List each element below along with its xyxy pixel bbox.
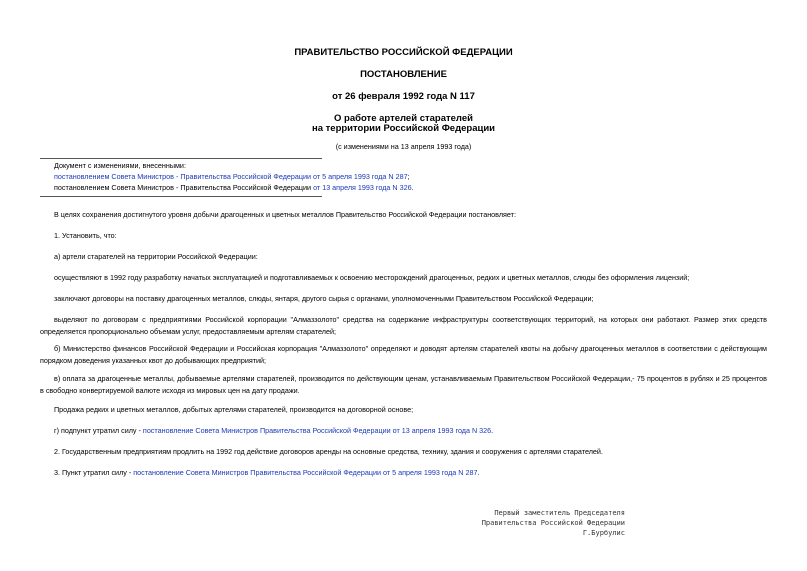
paragraph-1a-item-2: заключают договоры на поставку драгоценных металлов, слюды, янтаря, другого сырья с органами, уполномоченными Правительством Российской Федерации;	[54, 294, 594, 303]
change-ref-2-tail: .	[411, 183, 414, 192]
paragraph-1a-item-3: выделяют по договорам с предприятиями Российской корпорации "Алмаззолото" средства на содержание инфраструктуры соответствующих территорий, на которых они работают. Размер этих средств определяется пропорционально объемам услуг, предоставляемым артелям старателей;	[40, 315, 767, 336]
signature-line-2: Правительства Российской Федерации	[481, 519, 625, 527]
paragraph-1v: в) оплата за драгоценные металлы, добываемые артелями старателей, производится по действующим ценам, устанавливаемым Правительством Российской Федерации,- 75 процентов в рублях и 25 процентов в свободно конвертируемой валюте исходя из мировых цен на дату продажи.	[40, 374, 767, 395]
change-ref-1-tail: ;	[407, 172, 410, 181]
paragraph-1g	[40, 425, 767, 437]
change-link-2[interactable]: от 13 апреля 1993 года N 326	[313, 183, 412, 192]
paragraph-3-prefix: 3. Пункт утратил силу -	[54, 468, 134, 477]
paragraph-3-link[interactable]: постановление Совета Министров Правительства Российской Федерации от 5 апреля 1993 года N 287	[133, 468, 478, 477]
date-and-number: от 26 февраля 1992 года N 117	[332, 91, 475, 102]
divider-top	[40, 158, 322, 159]
change-ref-2-prefix: постановлением Совета Министров - Правительства Российской Федерации	[54, 183, 314, 192]
government-heading: ПРАВИТЕЛЬСТВО РОССИЙСКОЙ ФЕДЕРАЦИИ	[294, 47, 513, 58]
document-type: ПОСТАНОВЛЕНИЕ	[360, 69, 447, 80]
change-link-1[interactable]: постановлением Совета Министров - Правительства Российской Федерации от 5 апреля 1993 года N 287	[54, 172, 408, 181]
title-line-1: О работе артелей старателей	[334, 113, 473, 124]
paragraph-2: 2. Государственным предприятиям продлить на 1992 год действие договоров аренды на основные средства, технику, здания и сооружения с артелями старателей.	[54, 447, 603, 456]
amendment-note: (с изменениями на 13 апреля 1993 года)	[335, 142, 472, 151]
divider-bottom	[40, 196, 322, 197]
paragraph-3	[40, 467, 767, 479]
signature-line-1: Первый заместитель Председателя	[494, 509, 625, 517]
paragraph-1g-tail: .	[491, 426, 494, 435]
signature-line-3: Г.Бурбулис	[582, 529, 625, 537]
paragraph-1g-prefix: г) подпункт утратил силу -	[54, 426, 143, 435]
paragraph-1g-link[interactable]: постановление Совета Министров Правительства Российской Федерации от 13 апреля 1993 года N 326	[142, 426, 492, 435]
paragraph-1a: а) артели старателей на территории Российской Федерации:	[54, 252, 258, 261]
paragraph-sale: Продажа редких и цветных металлов, добытых артелями старателей, производится на договорной основе;	[54, 405, 414, 414]
paragraph-3-tail: .	[477, 468, 480, 477]
paragraph-1b: б) Министерство финансов Российской Федерации и Российская корпорация "Алмаззолото" определяют и доводят артелям старателей квоты на добычу драгоценных металлов в соответствии с действующим порядком доведения указанных квот до добывающих предприятий;	[40, 344, 767, 365]
title-line-2: на территории Российской Федерации	[311, 123, 496, 134]
signature-block	[480, 508, 625, 538]
paragraph-1a-item-1: осуществляют в 1992 году разработку начатых эксплуатацией и подготавливаемых к освоению месторождений драгоценных, редких и цветных металлов, слюды без оформления лицензий;	[54, 273, 690, 282]
change-reference-2	[54, 182, 414, 193]
preamble: В целях сохранения достигнутого уровня добычи драгоценных и цветных металлов Правительство Российской Федерации постановляет:	[54, 210, 516, 219]
paragraph-1: 1. Установить, что:	[54, 231, 117, 240]
change-reference-1	[54, 171, 410, 182]
changes-intro: Документ с изменениями, внесенными:	[54, 161, 186, 170]
